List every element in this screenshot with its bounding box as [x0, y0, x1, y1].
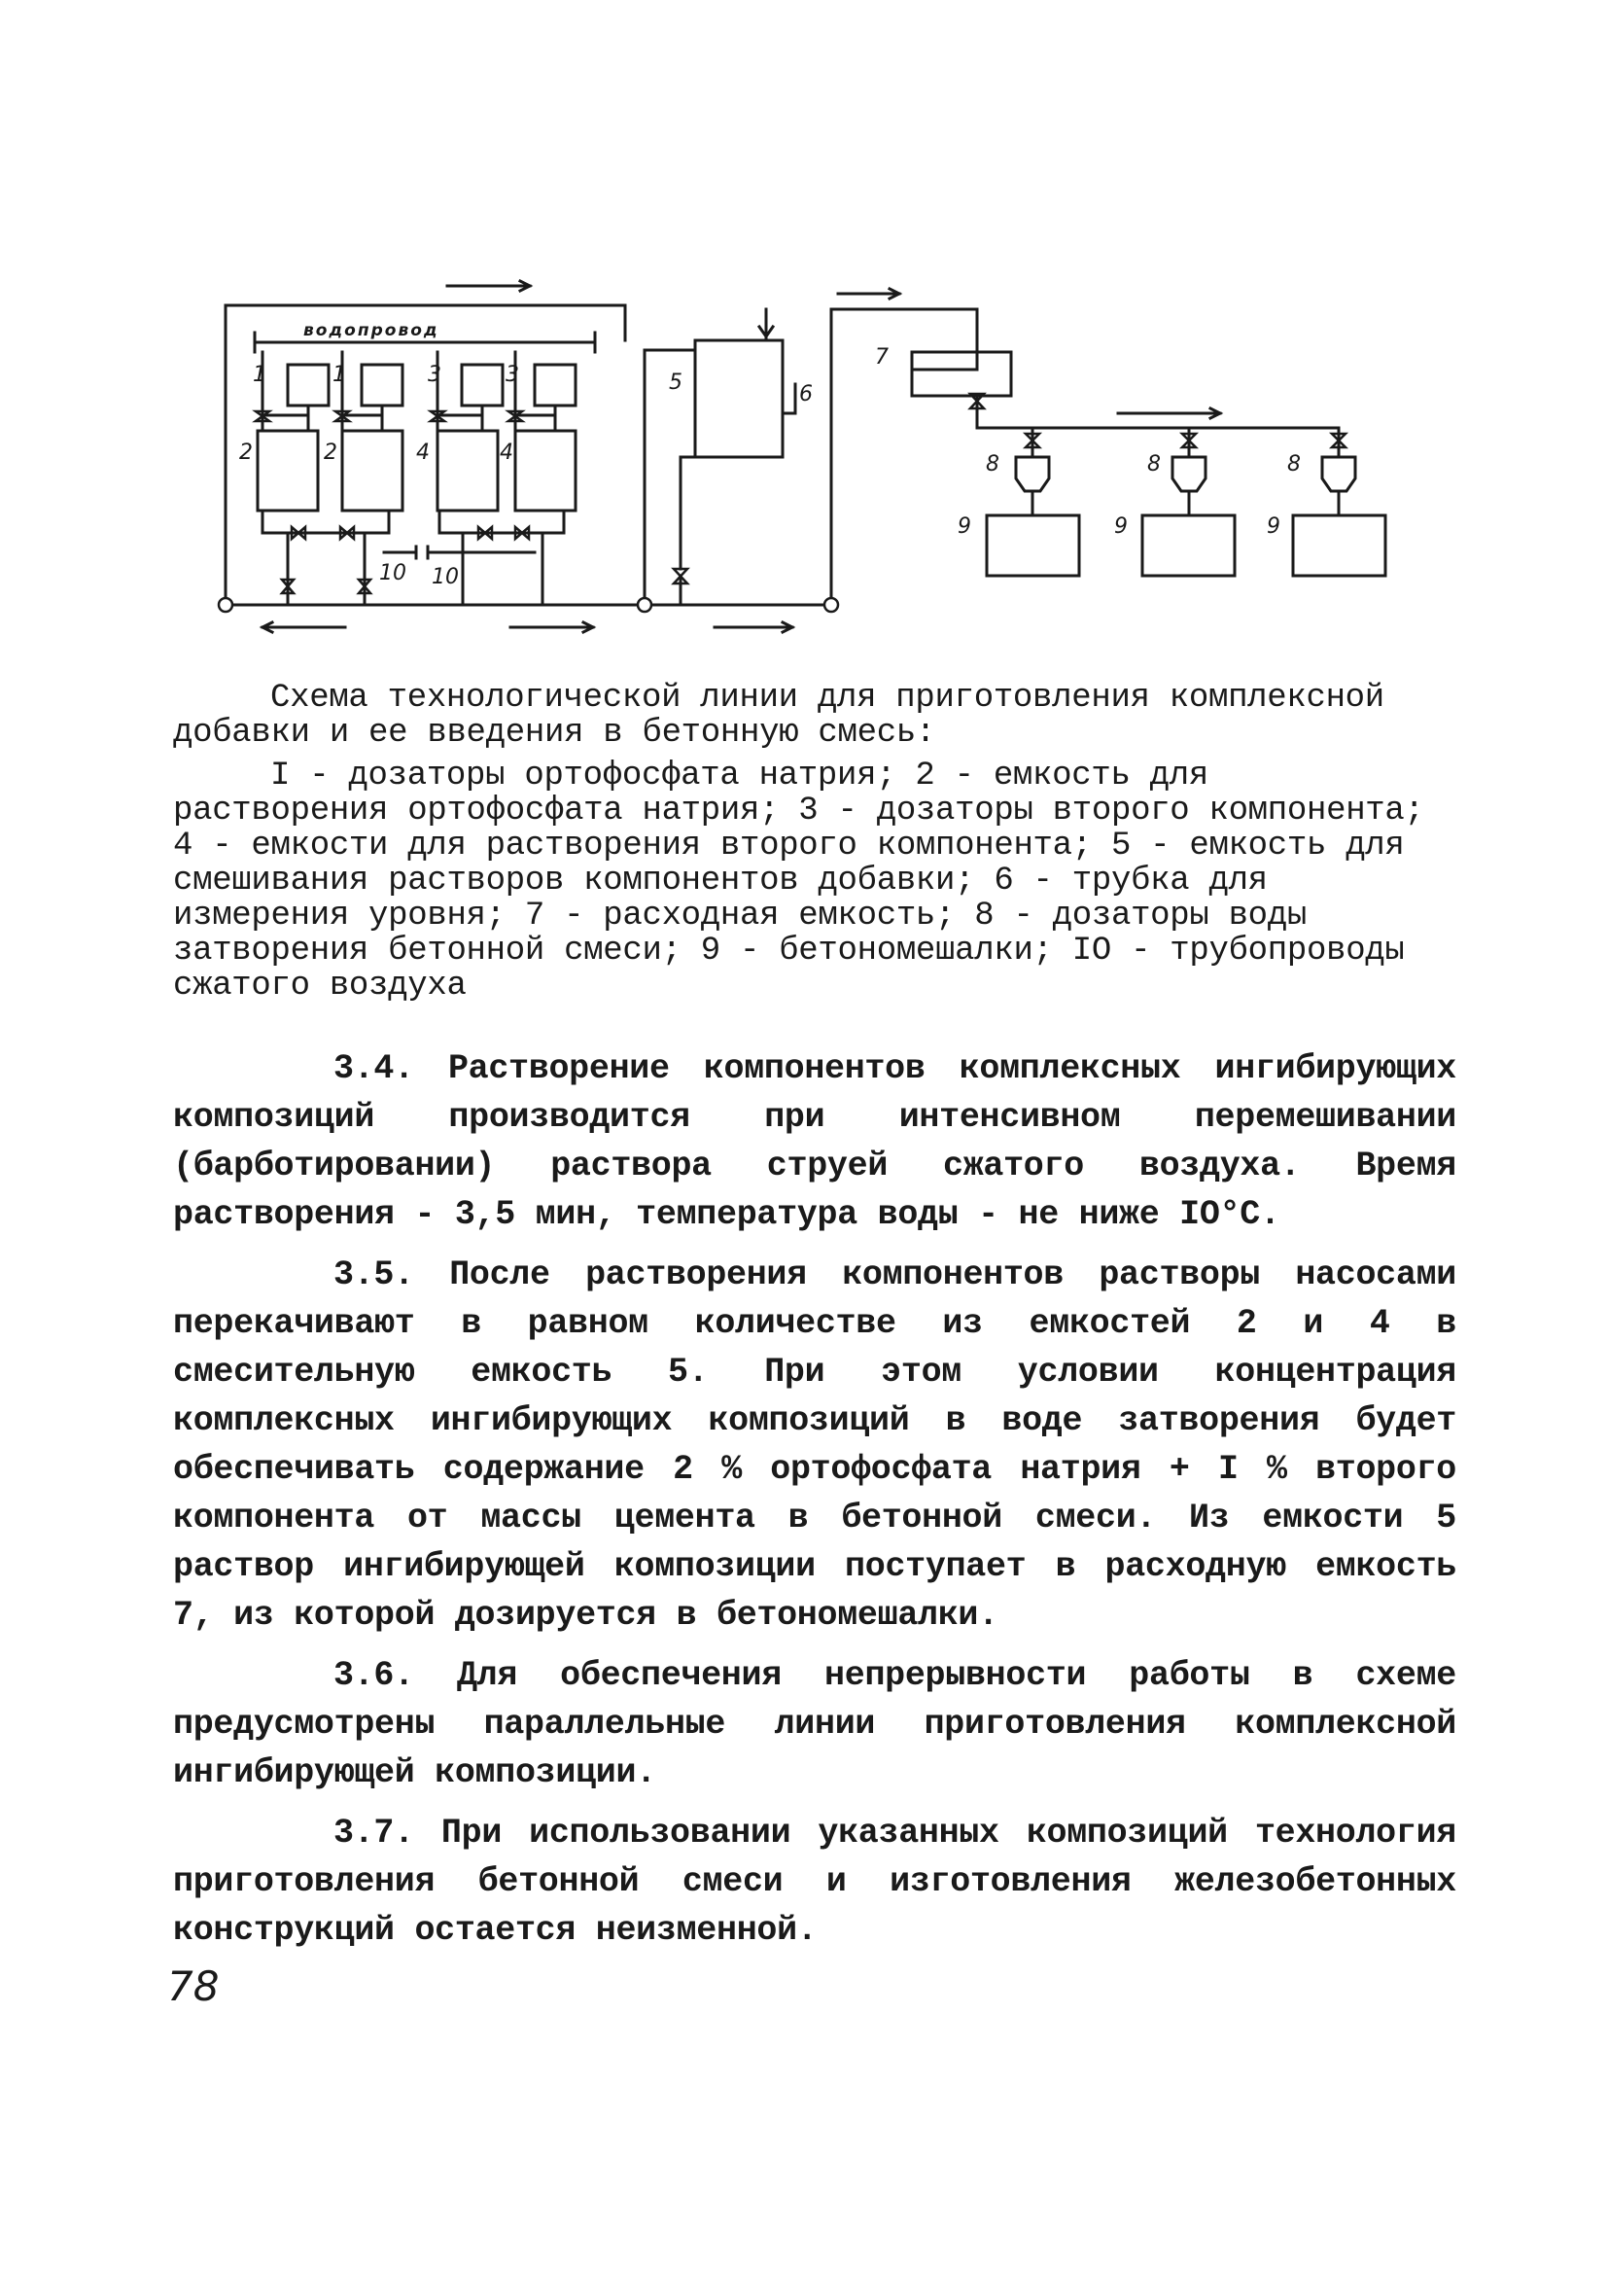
body-text — [173, 1044, 1456, 1966]
supply-to-tank-7 — [831, 309, 977, 605]
label-water-dispenser-b: 8 — [1147, 452, 1161, 477]
figure-caption — [173, 681, 1437, 1004]
concrete-mixer-9b — [1142, 515, 1235, 576]
air-pipes — [384, 547, 535, 558]
dispenser-3b — [535, 365, 576, 415]
paragraph-3-4: 3.4. Растворение компонентов комплексных ингибирующих композиций производится при интенсивном перемешивании (барботировании) раствора струей сжатого воздуха. Время растворения - 3,5 мин, температура воды - не ниже IO°C. — [173, 1049, 1456, 1234]
dispenser-1b — [362, 365, 402, 415]
label-mixer-c: 9 — [1267, 514, 1280, 539]
flow-arrow-bottom-mid — [510, 622, 593, 632]
caption-legend: I - дозаторы ортофосфата натрия; 2 - емкость для растворения ортофосфата натрия; 3 - дозаторы второго компонента; 4 - емкости для растворения второго компонента; 5 - емкость для смешивания растворов компонентов добавки; 6 - трубка для измерения уровня; 7 - расходная емкость; 8 - дозаторы воды затворения бетонной смеси; 9 - бетономешалки; IO - трубопроводы сжатого воздуха — [173, 758, 1424, 1005]
tank-2a — [258, 431, 318, 511]
flow-arrow-distribution — [1118, 408, 1220, 418]
process-flow-diagram — [0, 0, 1608, 681]
tank-outlet-pipes — [262, 511, 564, 605]
supply-tank-7 — [912, 352, 1011, 396]
caption-title: Схема технологической линии для приготовления комплексной добавки и ее введения в бетонную смесь: — [173, 680, 1384, 752]
tank-4b — [515, 431, 576, 511]
paragraph-3-7: 3.7. При использовании указанных композиций технология приготовления бетонной смеси и изготовления железобетонных конструкций остается неизменной. — [173, 1814, 1456, 1950]
label-tank-2b: 2 — [324, 441, 337, 465]
paragraph-3-6: 3.6. Для обеспечения непрерывности работы в схеме предусмотрены параллельные линии приготовления комплексной ингибирующей композиции. — [173, 1656, 1456, 1792]
tank-4a — [437, 431, 498, 511]
label-mixer-b: 9 — [1114, 514, 1128, 539]
outlet-valves — [970, 394, 1346, 447]
label-air-pipe-b: 10 — [432, 565, 459, 589]
concrete-mixer-9a — [987, 515, 1079, 576]
water-dispenser-8a — [1016, 428, 1049, 515]
flow-arrow-bottom-right — [715, 622, 792, 632]
label-dispenser-1b: 1 — [332, 363, 346, 387]
label-mix-tank: 5 — [669, 371, 682, 395]
flow-arrow-bottom-left — [262, 622, 345, 632]
label-water-dispenser-a: 8 — [986, 452, 999, 477]
concrete-mixer-9c — [1293, 515, 1385, 576]
label-dispenser-3b: 3 — [506, 363, 519, 387]
flow-arrow-top-left — [447, 281, 530, 291]
label-mixer-a: 9 — [958, 514, 971, 539]
label-dispenser-1a: 1 — [253, 363, 266, 387]
label-supply-tank: 7 — [875, 345, 889, 370]
label-dispenser-3a: 3 — [428, 363, 441, 387]
water-supply-label: водопровод — [303, 321, 439, 340]
label-air-pipe-a: 10 — [379, 561, 406, 585]
dispenser-3a — [462, 365, 503, 415]
page-number: 78 — [167, 1962, 220, 2010]
label-tank-4a: 4 — [416, 441, 430, 465]
label-tank-4b: 4 — [500, 441, 513, 465]
label-level-tube: 6 — [799, 382, 813, 406]
mix-tank-5 — [695, 340, 783, 457]
water-dispenser-8c — [1322, 428, 1355, 515]
tank-2b — [342, 431, 402, 511]
label-water-dispenser-c: 8 — [1287, 452, 1301, 477]
paragraph-3-5: 3.5. После растворения компонентов растворы насосами перекачивают в равном количестве из емкостей 2 и 4 в смесительную емкость 5. При этом условии концентрация комплексных ингибирующих композиций в воде затворения будет обеспечивать содержание 2 % ортофосфата натрия + I % второго компонента от массы цемента в бетонной смеси. Из емкости 5 раствор ингибирующей композиции поступает в расходную емкость 7, из которой дозируется в бетономешалки. — [173, 1255, 1456, 1635]
flow-arrow-top-right — [838, 289, 899, 299]
water-dispenser-8b — [1172, 428, 1206, 515]
dispenser-1a — [288, 365, 329, 415]
label-tank-2a: 2 — [239, 441, 253, 465]
